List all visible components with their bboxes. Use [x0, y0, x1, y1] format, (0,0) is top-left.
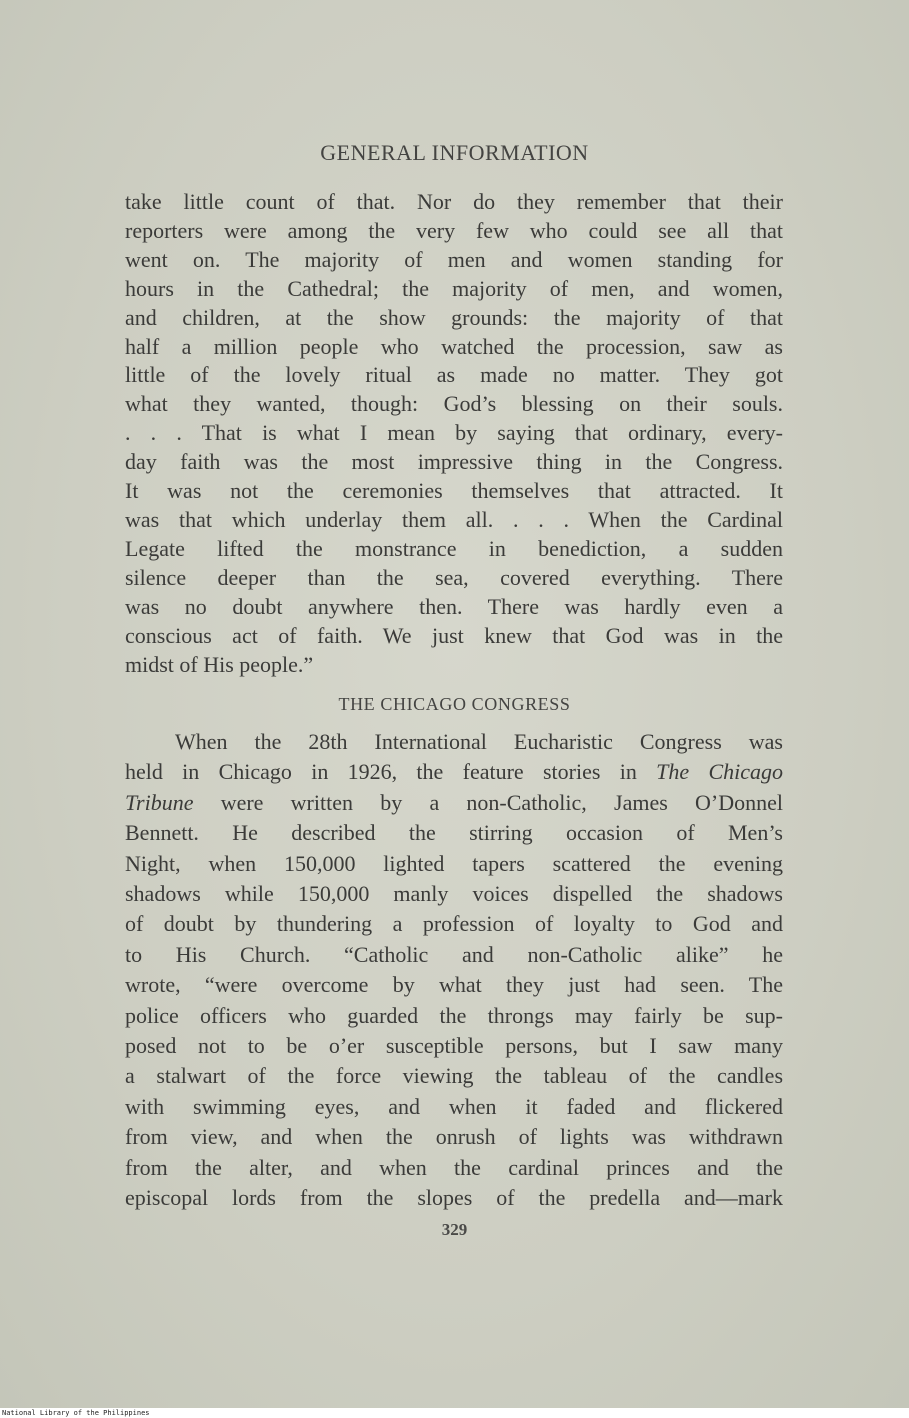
text-line: day faith was the most impressive thing in the Congress. — [125, 449, 783, 475]
text-line: from view, and when the onrush of lights was withdrawn — [125, 1124, 783, 1150]
section-heading: THE CHICAGO CONGRESS — [338, 694, 571, 714]
text-line: from the alter, and when the cardinal princes and the — [125, 1154, 783, 1180]
text-line: shadows while 150,000 manly voices dispelled the shadows — [125, 881, 783, 907]
text-line: conscious act of faith. We just knew that God was in the — [125, 622, 783, 648]
text-line: reporters were among the very few who could see all that — [125, 217, 783, 243]
text-line — [125, 757, 783, 787]
text-line: what they wanted, though: God’s blessing on their souls. — [125, 391, 783, 417]
text-line: episcopal lords from the slopes of the predella and—mark — [125, 1185, 783, 1211]
text-line: Legate lifted the monstrance in benediction, a sudden — [125, 535, 783, 561]
text-line: It was not the ceremonies themselves that attracted. It — [125, 478, 783, 504]
text-line: and children, at the show grounds: the majority of that — [125, 304, 783, 330]
text-segment: held in Chicago in 1926, the feature stories in — [125, 759, 657, 785]
paragraph-quote-continuation — [125, 188, 783, 679]
page-number: 329 — [441, 1220, 468, 1239]
text-line: was no doubt anywhere then. There was hardly even a — [125, 593, 783, 619]
text-line: posed not to be o’er susceptible persons, but I saw many — [125, 1033, 783, 1059]
text-line: Bennett. He described the stirring occasion of Men’s — [125, 820, 783, 846]
text-line: little of the lovely ritual as made no matter. They got — [125, 362, 783, 388]
text-line: When the 28th International Eucharistic Congress was — [175, 729, 783, 754]
text-line — [125, 788, 783, 818]
text-line: midst of His people.” — [125, 651, 314, 677]
text-line: police officers who guarded the throngs may fairly be sup- — [125, 1002, 783, 1028]
italic-title: Tribune — [125, 789, 194, 815]
text-line: hours in the Cathedral; the majority of men, and women, — [125, 275, 783, 301]
text-segment: were written by a non-Catholic, James O’Donnel — [193, 789, 783, 815]
running-head: GENERAL INFORMATION — [320, 140, 589, 165]
text-line: Night, when 150,000 lighted tapers scattered the evening — [125, 850, 783, 876]
text-line: wrote, “were overcome by what they just had seen. The — [125, 972, 783, 998]
text-line: a stalwart of the force viewing the tableau of the candles — [125, 1063, 783, 1089]
text-line: . . . That is what I mean by saying that ordinary, every- — [125, 420, 783, 446]
text-line: to His Church. “Catholic and non-Catholic alike” he — [125, 941, 783, 967]
text-line: silence deeper than the sea, covered everything. There — [125, 564, 783, 590]
text-line: of doubt by thundering a profession of loyalty to God and — [125, 911, 783, 937]
text-line: was that which underlay them all. . . . When the Cardinal — [125, 506, 783, 532]
text-line: went on. The majority of men and women standing for — [125, 246, 783, 272]
paragraph-chicago-congress — [125, 727, 783, 1214]
library-credit: National Library of the Philippines — [2, 1409, 150, 1417]
text-line: with swimming eyes, and when it faded and flickered — [125, 1093, 783, 1119]
text-line: half a million people who watched the procession, saw as — [125, 333, 783, 359]
italic-title: The Chicago — [656, 759, 783, 785]
text-line: take little count of that. Nor do they remember that their — [125, 189, 783, 214]
